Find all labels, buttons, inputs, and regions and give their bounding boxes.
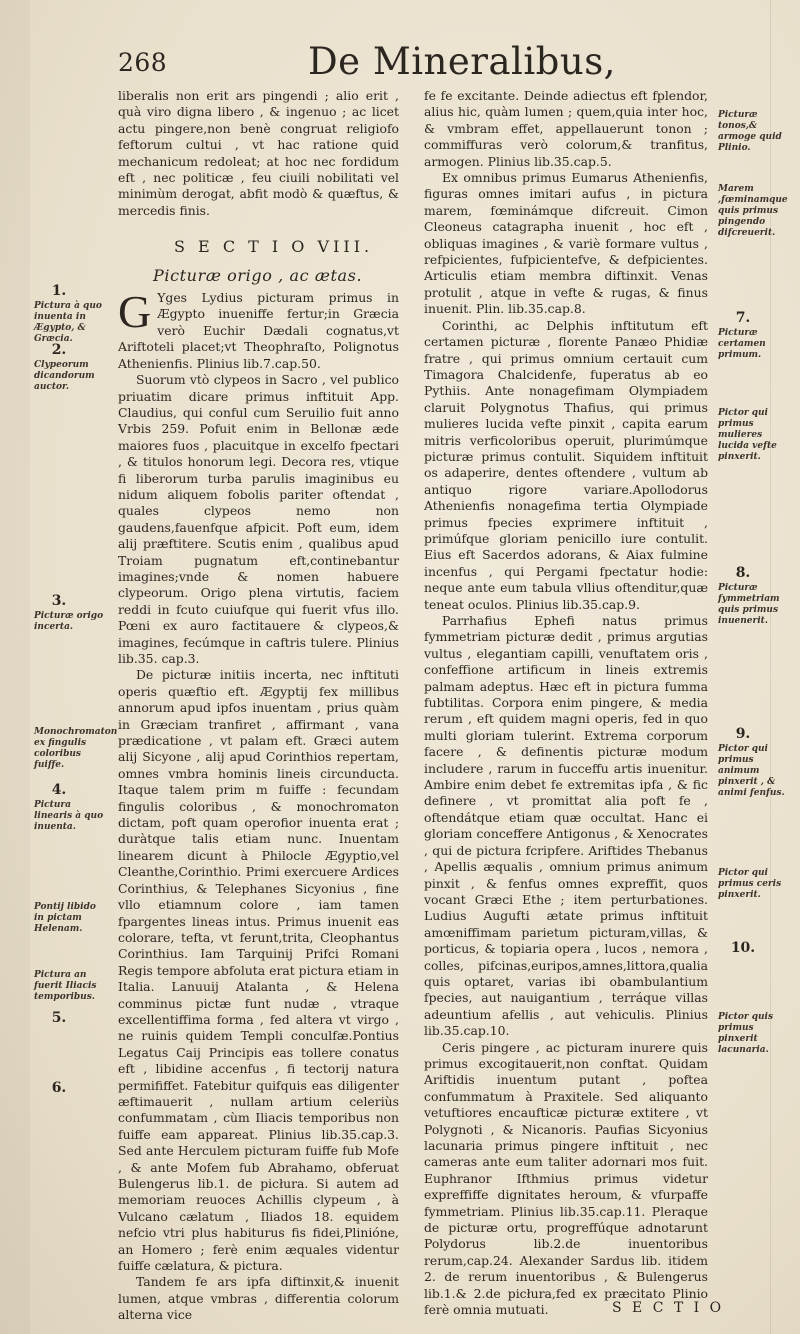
margin-note-text: Picturæ certamen primum. xyxy=(718,328,766,360)
margin-note-right-4 xyxy=(718,406,796,463)
paragraph-eumarus: Ex omnibus primus Eumarus Athenienfis, figuras omnes imitari aufus , in pictura marem, fœminámque difcreuit. Cimon Cleoneus catagrapha inuenit , hoc eft , obliquas imagines , & variè formare vultus , refpicientes, fufpicientefve, & defpicientes. Articulis etiam membra diftinxit. Venas protulit , atque in vefte & rugas, & finus inuenit. Plin. lib.35.cap.8. xyxy=(424,170,708,317)
margin-note-left-6 xyxy=(34,900,108,935)
paragraph-corinthi: Corinthi, ac Delphis inftitutum eft certamen picturæ , florente Panæo Phidiæ fratre , qui primus omnium certauit cum Timagora Chalcidenfe, fuperatus ab eo Pythiis. Ante nonagefimam Olympiadem claruit Polygnotus Thafius, qui primus mulieres lucida vefte pinxit , capita earum mitris verficoloribus operuit, plurimúmque picturæ primus contulit. Siquidem inftituit os adaperire, dentes oftendere , vultum ab antiquo rigore variare.Apollodorus Athenienfis nonagefima tertia Olympiade primus fpecies exprimere inftituit , primúfque gloriam penicillo iure contulit. Eius eft Sacerdos adorans, & Aiax fulmine incenfus , qui Pergami fpectatur hodie: neque ante eum tabula vllius oftenditur,quæ teneat oculos. Plinius lib.35.cap.9. xyxy=(424,317,708,612)
margin-note-text: Monochromaton ex fingulis coloribus fuiffe. xyxy=(34,727,118,770)
paragraph-ceris: Ceris pingere , ac picturam inurere quis primus excogitauerit,non conftat. Quidam Ariftidis inuentum putant , poftea confummatum à Praxitele. Sed aliquanto vetuftiores encaufticæ picturæ extitere , vt Polygnoti , & Nicanoris. Paufias Sicyonius lacunaria primus pingere inftituit , nec cameras ante eum taliter adornari mos fuit. Euphranor Ifthmius primus videtur expreffiffe dignitates heroum, & vfurpaffe fymmetriam. Plinius lib.35.cap.11. Pleraque de picturæ ortu, progreffúque adnotarunt Polydorus lib.2.de inuentoribus rerum,cap.24. Alexander Sardus lib. itidem 2. de rerum inuentoribus , & Bulengerus lib.1.& 2.de picłura,fed ex præcitato Plinio ferè omnia mutuati. xyxy=(424,1039,708,1318)
margin-note-left-3 xyxy=(34,593,108,633)
margin-note-right-5 xyxy=(718,565,796,627)
margin-note-left-8 xyxy=(34,1010,108,1028)
margin-note-right-6 xyxy=(718,726,796,799)
paragraph-tandem: Tandem fe ars ipfa diftinxit,& inuenit lumen, atque vmbras , differentia colorum alterna vice xyxy=(118,1274,399,1323)
margin-number: 9. xyxy=(735,726,751,742)
margin-note-left-4 xyxy=(34,725,118,771)
margin-number: 5. xyxy=(51,1010,67,1026)
margin-number: 8. xyxy=(735,565,751,581)
section-subtitle: Picturæ origo , ac ætas. xyxy=(153,265,363,285)
paragraph-top: liberalis non erit ars pingendi ; alio erit , quà viro digna libero , & ingenuo ; ac licet actu pingere,non benè congruat religiofo feftorum cultui , vt hac ratione quid mechanicum redoleat; at hoc nec fordidum eft , nec politicæ , feu ciuili nobilitati vel minimùm derogat, abfit modò & quæftus, & mercedis finis. xyxy=(118,88,399,218)
paragraph-gyges-text: Yges Lydius picturam primus in Ægypto inueniffe fertur;in Græcia verò Euchir Dædali cognatus,vt Ariftoteli placet;vt Theophraſto, Polignotus Athenienfis. Plinius lib.7.cap.50. xyxy=(118,290,399,371)
running-head: De Mineralibus, xyxy=(308,40,616,83)
margin-note-text: Pictura an fuerit Iliacis temporibus. xyxy=(34,970,97,1002)
paragraph-parrhasius: Parrhafius Ephefi natus primus fymmetriam picturæ dedit , primus argutias vultus , elegantiam capilli, venuftatem oris , confeffione artificum in lineis extremis palmam adeptus. Hæc eft in pictura fumma fubtilitas. Corpora enim pingere, & media rerum , eft quidem magni operis, fed in quo multi gloriam tulerint. Extrema corporum facere , & definentis picturæ modum includere , rarum in fucceffu artis inuenitur. Ambire enim debet fe extremitas ipfa , & fic definere , vt promittat alia poft fe , oftendátque etiam quæ occultat. Hanc ei gloriam conceffere Antigonus , & Xenocrates , qui de pictura fcripfere. Ariftides Thebanus , Apellis æqualis , omnium primus animum pinxit , & fenfus omnes expreffit, quos vocant Græci Ethe ; item perturbationes. Ludius Augufti ætate primus inftituit amœniffimam parietum picturam,villas, & porticus, & topiaria opera , lucos , nemora , colles, pifcinas,euripos,amnes,littora,qualia quis optaret, varias ibi obambulantium fpecies, aut nauigantium , terráque villas adeuntium afellis , aut vehiculis. Plinius lib.35.cap.10. xyxy=(424,613,708,1039)
paragraph-clypeos: Suorum vtò clypeos in Sacro , vel publico priuatim dicare primus inftituit App. Claudius, qui conful cum Seruilio fuit anno Vrbis 259. Pofuit enim in Bellonæ æde maiores fuos , placuitque in excelfo fpectari , & titulos honorum legi. Decora res, vtique fi liberorum turba parulis imaginibus eu nidum aliquem fobolis pariter oftendat , quales clypeos nemo non gaudens,fauenfque afpicit. Poft eum, idem alij præftitere. Scutis enim , qualibus apud Troiam pugnatum eft,continebantur imagines;vnde & nomen habuere clypeorum. Origo plena virtutis, faciem reddi in fcuto cuiufque qui fuerit vfus illo. Pœni ex auro factitauere & clypeos,& imagines, fecúmque in caftris tulere. Plinius lib.35. cap.3. xyxy=(118,372,399,666)
margin-note-right-7 xyxy=(718,866,796,901)
right-text-column xyxy=(424,88,708,1318)
margin-note-right-1 xyxy=(718,108,796,154)
margin-note-text: Pictura linearis à quo inuenta. xyxy=(34,800,104,832)
margin-note-text: Picturæ tonos,& armoge quid Plinio. xyxy=(718,110,782,153)
margin-number: 7. xyxy=(735,310,751,326)
margin-number: 10. xyxy=(730,940,756,956)
margin-note-left-7 xyxy=(34,968,108,1003)
margin-note-left-5 xyxy=(34,782,108,833)
margin-number: 1. xyxy=(51,283,67,299)
margin-number: 4. xyxy=(51,782,67,798)
margin-note-text: Pontij libido in pictam Helenam. xyxy=(34,902,96,934)
margin-number: 3. xyxy=(51,593,67,609)
paragraph-initiis: De picturæ initiis incerta, nec inftituti operis quæftio eft. Ægyptij fex millibus annorum apud ipfos inuentam , prius quàm in Græciam tranfiret , affirmant , vana prædicatione , vt palam eft. Græci autem alij Sicyone , alij apud Corinthios repertam, omnes vmbra hominis lineis circunducta. Itaque talem prim m fuiffe : fecundam fingulis coloribus , & monochromaton dictam, poft quam operofior inuenta erat ; duràtque talis etiam nunc. Inuentam linearem dicunt à Philocle Ægyptio,vel Cleanthe,Corinthio. Primi exercuere Ardices Corinthius, & Telephanes Sicyonius , fine vllo etiamnum colore , iam tamen fpargentes lineas intus. Primus inuenit eas colorare, tefta, vt ferunt,trita, Cleophantus Corinthius. Iam Tarquinij Prifci Romani Regis tempore abfoluta erat pictura etiam in Italia. Lanuuij Atalanta , & Helena comminus pictæ funt nudæ , vtraque excellentiffima forma , fed altera vt virgo , ne ruinis quidem Templi conculfæ.Pontius Legatus Caij Principis eas tollere conatus eft , libidine accenfus , fi tectorij natura permififfet. Fatebitur quifquis eas diligenter æftimauerit , nullam artium celeriùs confummatam , cùm Iliacis temporibus non fuiffe eam appareat. Plinius lib.35.cap.3. Sed ante Herculem picturam fuiffe fub Mofe , & ante Mofem fub Abrahamo, obferuat Bulengerus lib.1. de picłura. Si autem ad memoriam reuoces Achillis clypeum , à Vulcano cælatum , Iliados 18. equidem nefcio vtri plus habiturus fis fidei,Plinióne, an Homero ; ferè enim æquales videntur fuiffe cælatura, & pictura. xyxy=(118,667,400,1274)
margin-number: 6. xyxy=(51,1080,67,1096)
margin-note-right-9 xyxy=(718,1010,796,1056)
margin-note-text: Pictura à quo inuenta in Ægypto, & Græcia. xyxy=(34,301,102,344)
margin-note-right-8 xyxy=(718,940,796,958)
margin-note-text: Clypeorum dicandorum auctor. xyxy=(34,360,95,392)
margin-note-text: Picturæ origo incerta. xyxy=(34,611,104,632)
page-number: 268 xyxy=(118,48,168,77)
margin-note-text: Picturæ fymmetriam quis primus inuenerit. xyxy=(718,583,780,626)
paragraph-gyges xyxy=(118,286,399,372)
margin-note-text: Pictor qui primus ceris pinxerit. xyxy=(718,868,782,900)
section-title: S E C T I O VIII. xyxy=(174,237,374,257)
margin-note-text: Marem ,fœminamque quis primus pingendo difcreuerit. xyxy=(718,184,788,238)
margin-note-right-3 xyxy=(718,310,796,361)
margin-note-text: Pictor quis primus pinxerit lacunaria. xyxy=(718,1012,774,1055)
catchword: S E C T I O xyxy=(612,1300,725,1316)
page-gutter-shadow xyxy=(0,0,30,1334)
margin-note-text: Pictor qui primus mulieres lucida vefte pinxerit. xyxy=(718,408,777,462)
drop-cap: G xyxy=(118,286,152,338)
margin-note-left-2 xyxy=(34,342,108,393)
margin-note-left-1 xyxy=(34,283,108,345)
margin-note-text: Pictor qui primus animum pinxerit , & animi fenfus. xyxy=(718,744,785,798)
left-text-column xyxy=(118,88,399,1324)
paragraph-excitante: fe fe excitante. Deinde adiectus eft fplendor, alius hic, quàm lumen ; quem,quia inter hoc, & vmbram effet, appellauerunt tonon ; commiffuras verò colorum,& tranfitus, armogen. Plinius lib.35.cap.5. xyxy=(424,88,708,169)
margin-note-left-9 xyxy=(34,1080,108,1098)
margin-note-right-2 xyxy=(718,182,796,239)
margin-number: 2. xyxy=(51,342,67,358)
